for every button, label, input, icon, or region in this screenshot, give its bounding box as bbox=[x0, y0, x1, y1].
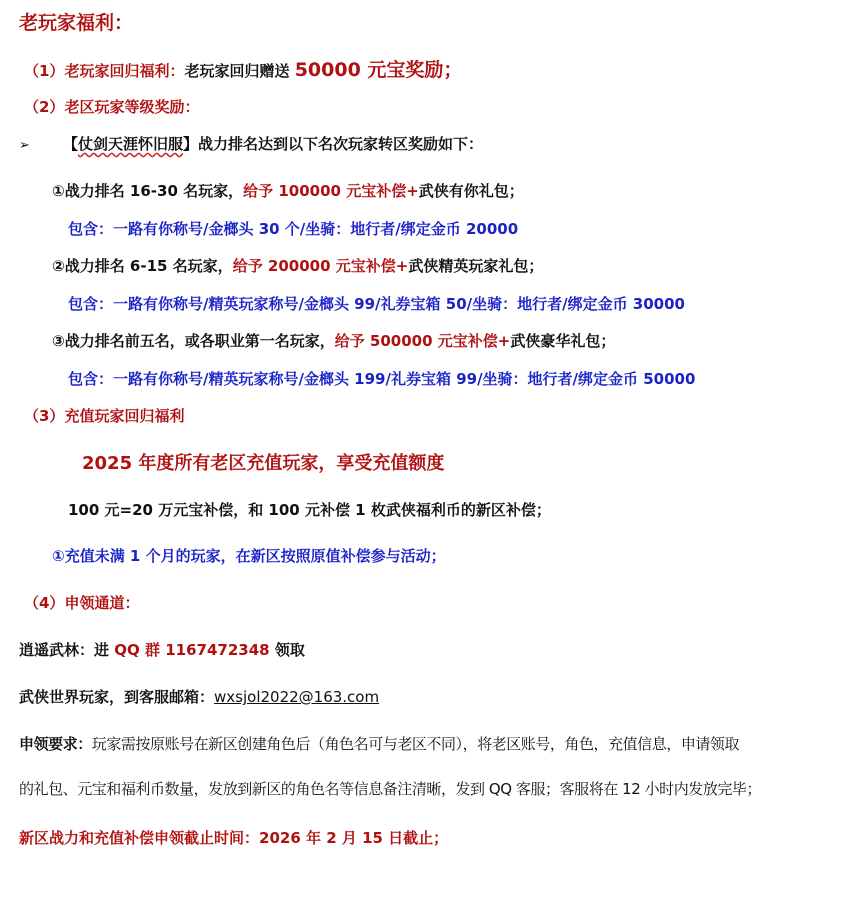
bullet-server-ranking bbox=[19, 134, 483, 156]
rank-2-contains: 包含：一路有你称号/精英玩家称号/金榔头 99/礼券宝箱 50/坐骑：地行者/绑定金币 30000 bbox=[68, 295, 685, 313]
section-1-text: 老玩家回归赠送 bbox=[184, 62, 290, 80]
section-1-highlight: 50000 元宝奖励； bbox=[294, 59, 463, 81]
xiaoyao-suffix: 领取 bbox=[274, 641, 305, 659]
xiaoyao-channel bbox=[19, 640, 305, 660]
section-3 bbox=[24, 406, 184, 426]
rank-1-contains: 包含：一路有你称号/金榔头 30 个/坐骑：地行者/绑定金币 20000 bbox=[68, 220, 519, 238]
rank-1-pack: 武侠有你礼包； bbox=[418, 182, 524, 200]
rank-1-text: ①战力排名 16-30 名玩家， bbox=[52, 182, 244, 200]
rank-3-reward: 给予 500000 元宝补偿+ bbox=[334, 332, 511, 350]
requirement-line-2: 的礼包、元宝和福利币数量，发放到新区的角色名等信息备注清晰，发到 QQ 客服；客服将在 12 小时内发放完毕； bbox=[19, 780, 762, 798]
section-3-label: 充值玩家回归福利 bbox=[64, 407, 185, 425]
qq-group: QQ 群 1167472348 bbox=[114, 641, 270, 659]
requirement-line-1 bbox=[19, 734, 739, 754]
section-1 bbox=[24, 60, 462, 81]
recharge-rate: 100 元=20 万元宝补偿，和 100 元补偿 1 枚武侠福利币的新区补偿； bbox=[68, 501, 551, 519]
section-2 bbox=[24, 97, 199, 117]
bracket-close: 】 bbox=[183, 135, 199, 153]
section-2-number: （2） bbox=[24, 98, 65, 116]
rank-2-text: ②战力排名 6-15 名玩家， bbox=[52, 257, 233, 275]
rank-1-reward: 给予 100000 元宝补偿+ bbox=[243, 182, 419, 200]
xiaoyao-label: 逍遥武林：进 bbox=[19, 641, 110, 659]
rank-2 bbox=[52, 256, 543, 276]
bracket-open: 【 bbox=[63, 135, 79, 153]
section-1-number: （1） bbox=[24, 62, 65, 80]
section-1-label: 老玩家回归福利： bbox=[64, 62, 185, 80]
rank-3 bbox=[52, 331, 615, 351]
requirement-text-1: 玩家需按原账号在新区创建角色后（角色名可与老区不同），将老区账号，角色，充值信息，申请领取 bbox=[91, 735, 740, 753]
section-4-number: （4） bbox=[24, 594, 65, 612]
requirement-label: 申领要求： bbox=[19, 735, 92, 753]
recharge-headline: 2025 年度所有老区充值玩家，享受充值额度 bbox=[82, 453, 445, 474]
rank-2-reward: 给予 200000 元宝补偿+ bbox=[232, 257, 409, 275]
wuxia-label: 武侠世界玩家，到客服邮箱： bbox=[19, 688, 215, 706]
rank-3-text: ③战力排名前五名，或各职业第一名玩家， bbox=[52, 332, 335, 350]
recharge-note: ①充值未满 1 个月的玩家，在新区按照原值补偿参与活动； bbox=[52, 547, 446, 565]
deadline: 新区战力和充值补偿申领截止时间：2026 年 2 月 15 日截止； bbox=[19, 829, 449, 847]
rank-3-contains: 包含：一路有你称号/精英玩家称号/金榔头 199/礼券宝箱 99/坐骑：地行者/绑定金币 50000 bbox=[68, 370, 696, 388]
rank-3-pack: 武侠豪华礼包； bbox=[510, 332, 616, 350]
server-name: 仗剑天涯怀旧服 bbox=[78, 135, 184, 153]
section-3-number: （3） bbox=[24, 407, 65, 425]
wuxia-channel bbox=[19, 687, 379, 707]
arrow-bullet-icon: ➢ bbox=[19, 138, 30, 153]
section-4-label: 申领通道： bbox=[64, 594, 140, 612]
page-title: 老玩家福利： bbox=[19, 12, 134, 34]
rank-2-pack: 武侠精英玩家礼包； bbox=[408, 257, 544, 275]
section-4 bbox=[24, 593, 139, 613]
support-email-link[interactable]: wxsjol2022@163.com bbox=[214, 688, 380, 706]
rank-1 bbox=[52, 181, 524, 201]
section-2-label: 老区玩家等级奖励： bbox=[64, 98, 200, 116]
bullet-text: 战力排名达到以下名次玩家转区奖励如下： bbox=[198, 135, 484, 153]
